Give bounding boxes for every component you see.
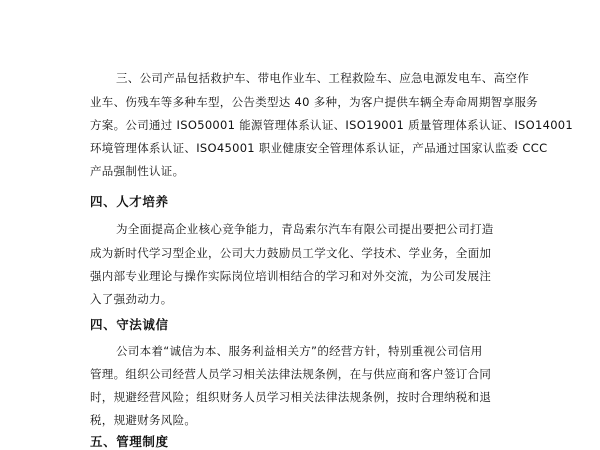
heading-integrity: 四、守法诚信 (90, 317, 169, 332)
paragraph-talent-line-1: 为全面提高企业核心竞争能力，青岛索尔汽车有限公司提出要把公司打造 (116, 222, 494, 236)
paragraph-integrity-line-4: 税，规避财务风险。 (90, 413, 197, 427)
paragraph-integrity-line-1: 公司本着“诚信为本、服务利益相关方”的经营方针，特别重视公司信用 (116, 344, 483, 358)
paragraph-talent-line-2: 成为新时代学习型企业，公司大力鼓励员工学文化、学技术、学业务，全面加 (90, 246, 492, 260)
paragraph-products-line-5: 产品强制性认证。 (90, 164, 185, 178)
paragraph-integrity-line-2: 管理。组织公司经营人员学习相关法律法规条例，在与供应商和客户签订合同 (90, 367, 492, 381)
paragraph-talent-line-3: 强内部专业理论与操作实际岗位培训相结合的学习和对外交流，为公司发展注 (90, 269, 492, 283)
paragraph-talent-line-4: 入了强劲动力。 (90, 292, 173, 306)
paragraph-products-line-3: 方案。公司通过 ISO50001 能源管理体系认证、ISO19001 质量管理体系认证、ISO14001 (90, 118, 574, 132)
paragraph-products-line-4: 环境管理体系认证、ISO45001 职业健康安全管理体系认证，产品通过国家认监委 CCC (90, 141, 548, 155)
paragraph-products-line-1: 三、公司产品包括救护车、带电作业车、工程救险车、应急电源发电车、高空作 (116, 71, 529, 85)
paragraph-products-line-2: 业车、伤残车等多种车型，公告类型达 40 多种，为客户提供车辆全寿命周期智享服务 (90, 95, 538, 109)
heading-talent-training: 四、人才培养 (90, 194, 169, 209)
heading-management-system: 五、管理制度 (90, 434, 169, 449)
paragraph-integrity-line-3: 时，规避经营风险；组织财务人员学习相关法律法规条例，按时合理纳税和退 (90, 390, 492, 404)
